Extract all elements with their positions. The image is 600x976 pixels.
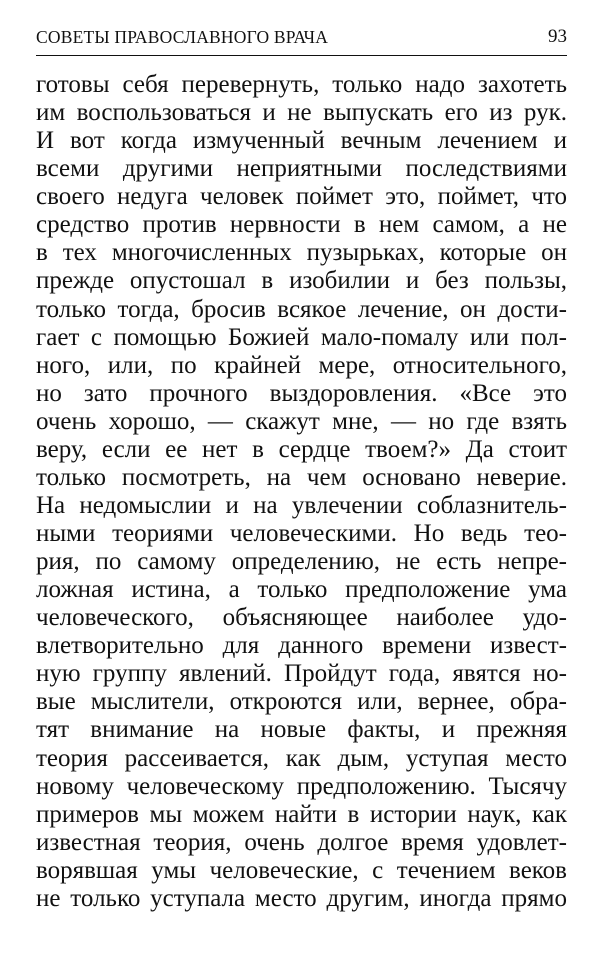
- page-number: 93: [548, 26, 567, 47]
- text-line: всеми другими неприятными последствиями: [36, 155, 567, 183]
- text-line: ными теориями человеческими. Но ведь тео-: [36, 520, 567, 547]
- text-line: не только уступала место другим, иногда прямо: [36, 884, 567, 912]
- text-line: готовы себя перевернуть, только надо захотеть: [36, 71, 567, 98]
- text-line: ворявшая умы человеческие, с течением веков: [36, 856, 567, 884]
- text-line: И вот когда измученный вечным лечением и: [36, 127, 567, 155]
- text-line: только посмотреть, на чем основано неверие.: [36, 463, 567, 491]
- text-line: ную группу явлений. Пройдут года, явятся но-: [36, 660, 567, 688]
- text-line: влетворительно для данного времени извест-: [36, 632, 567, 660]
- text-line: прежде опустошал в изобилии и без пользы,: [36, 267, 567, 295]
- body-text: [36, 71, 567, 913]
- text-line: известная теория, очень долгое время удовлет-: [36, 828, 567, 856]
- text-line: но зато прочного выздоровления. «Все это: [36, 379, 567, 407]
- text-line: новому человеческому предположению. Тысячу: [36, 772, 567, 800]
- text-line: теория рассеивается, как дым, уступая место: [36, 744, 567, 772]
- text-line: вые мыслители, откроются или, вернее, обра-: [36, 688, 567, 716]
- text-line: только тогда, бросив всякое лечение, он дости-: [36, 295, 567, 323]
- text-line: им воспользоваться и не выпускать его из рук.: [36, 99, 567, 127]
- text-line: в тех многочисленных пузырьках, которые он: [36, 239, 567, 267]
- text-line: тят внимание на новые факты, и прежняя: [36, 716, 567, 744]
- text-line: средство против нервности в нем самом, а не: [36, 211, 567, 239]
- text-line: гает с помощью Божией мало-помалу или пол-: [36, 323, 567, 351]
- text-line: веру, если ее нет в сердце твоем?» Да стоит: [36, 435, 567, 463]
- text-line: примеров мы можем найти в истории наук, как: [36, 800, 567, 828]
- text-line: очень хорошо, — скажут мне, — но где взять: [36, 407, 567, 435]
- running-title: СОВЕТЫ ПРАВОСЛАВНОГО ВРАЧА: [36, 27, 329, 47]
- text-line: На недомыслии и на увлечении соблазнитель-: [36, 491, 567, 519]
- text-line: ложная истина, а только предположение ума: [36, 576, 567, 604]
- running-header: [36, 24, 567, 56]
- text-line: ного, или, по крайней мере, относительного,: [36, 351, 567, 379]
- text-line: человеческого, объясняющее наиболее удо-: [36, 604, 567, 632]
- text-line: рия, по самому определению, не есть непре-: [36, 548, 567, 576]
- text-line: своего недуга человек поймет это, поймет, что: [36, 183, 567, 211]
